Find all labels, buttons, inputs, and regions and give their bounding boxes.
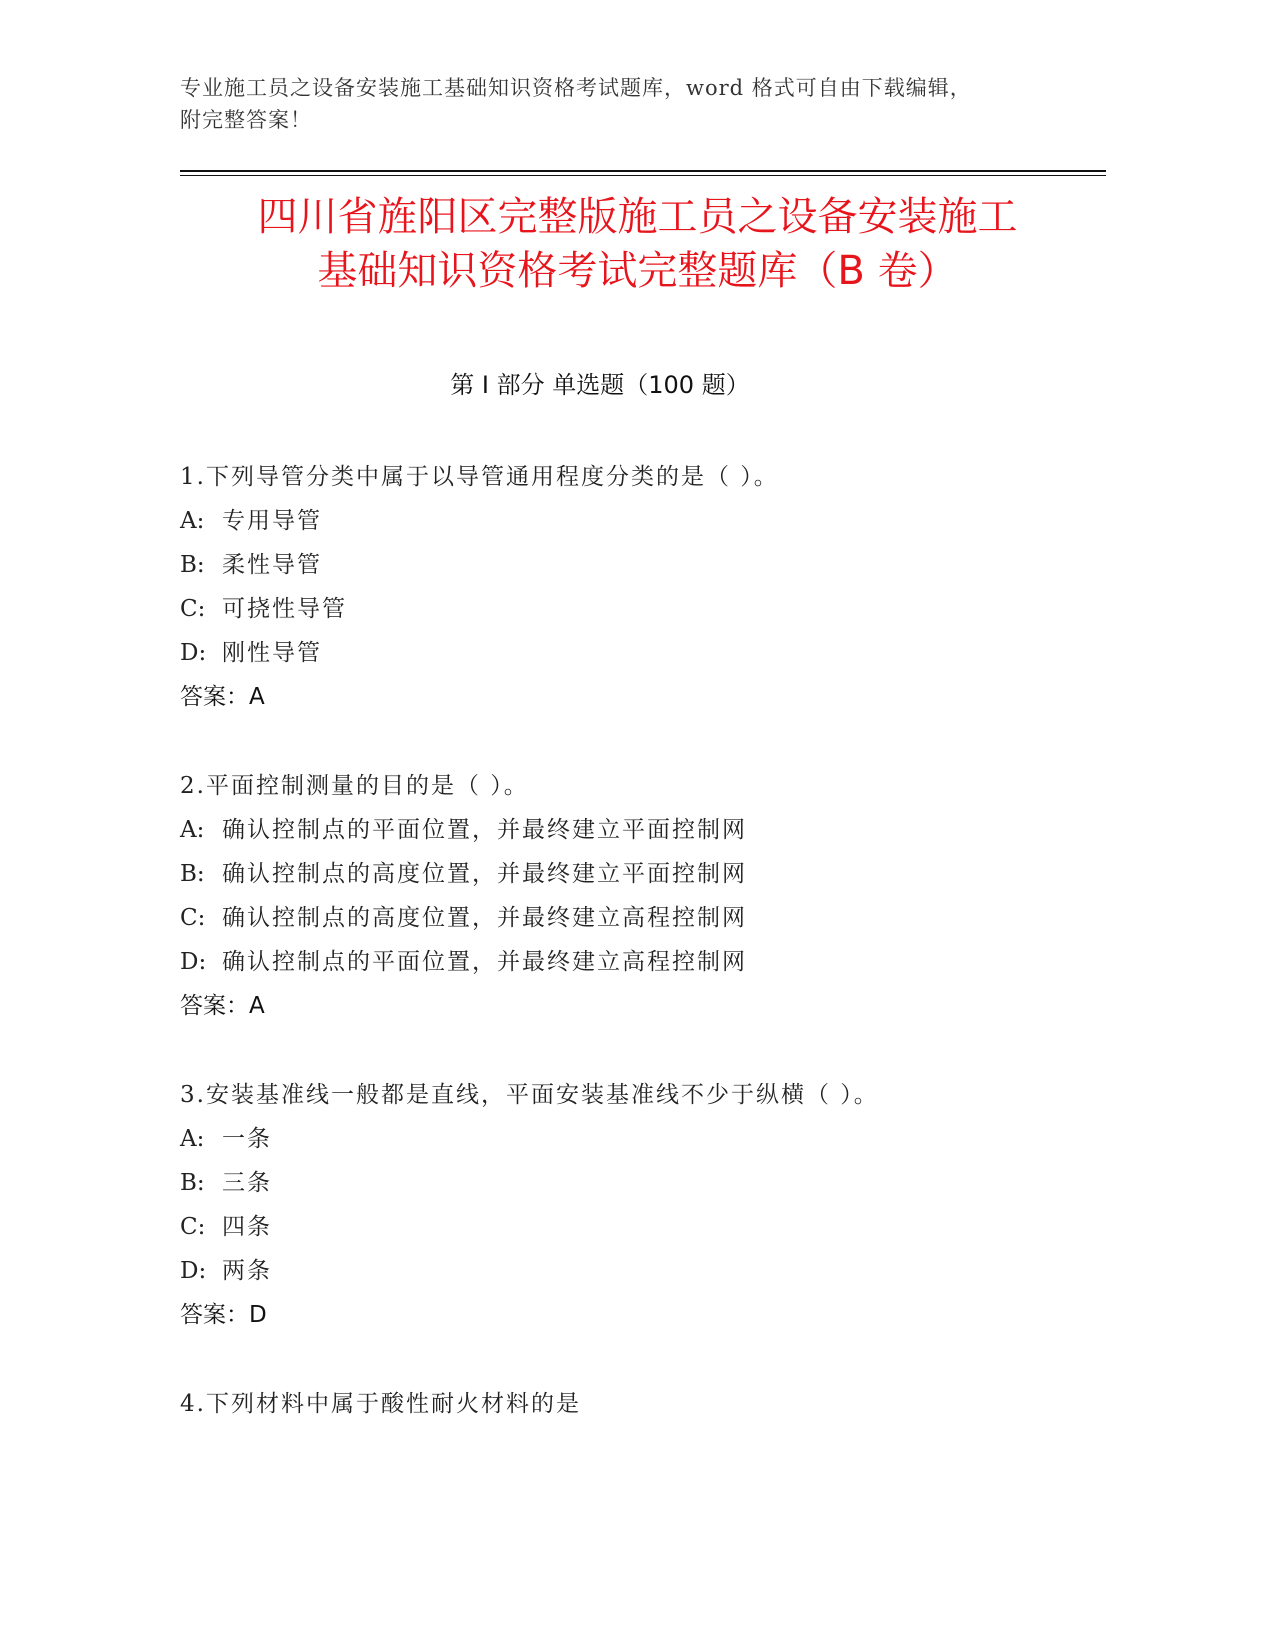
header-divider-thick: [180, 170, 1106, 172]
option-letter: D:: [180, 1258, 207, 1284]
option-letter: B:: [180, 552, 205, 578]
option-text: 两条: [222, 1258, 272, 1284]
option-letter: C:: [180, 905, 206, 931]
option-text: 刚性导管: [222, 640, 322, 666]
document-header-note: [180, 72, 1080, 136]
option-text: 确认控制点的高度位置，并最终建立平面控制网: [222, 861, 747, 887]
header-note-line-1: 专业施工员之设备安装施工基础知识资格考试题库，word 格式可自由下载编辑，: [180, 76, 972, 100]
option-text: 一条: [222, 1126, 272, 1152]
option-b: [180, 1161, 1100, 1205]
question-stem: 2.平面控制测量的目的是（ ）。: [180, 773, 529, 799]
option-text: 确认控制点的平面位置，并最终建立平面控制网: [222, 817, 747, 843]
option-letter: A:: [180, 508, 205, 534]
option-letter: A:: [180, 817, 205, 843]
section-heading: 第 I 部分 单选题（100 题）: [450, 371, 750, 399]
option-letter: B:: [180, 1170, 205, 1196]
option-a: [180, 499, 1100, 543]
answer-line: 答案：A: [180, 684, 265, 710]
option-b: [180, 852, 1100, 896]
option-text: 三条: [222, 1170, 272, 1196]
question-stem: 3.安装基准线一般都是直线，平面安装基准线不少于纵横（ ）。: [180, 1082, 879, 1108]
option-a: [180, 1117, 1100, 1161]
option-d: [180, 1249, 1100, 1293]
option-d: [180, 631, 1100, 675]
document-title-line-1: 四川省旌阳区完整版施工员之设备安装施工: [257, 194, 1018, 240]
document-title-line-2: 基础知识资格考试完整题库（B 卷）: [317, 248, 958, 294]
option-b: [180, 543, 1100, 587]
option-text: 确认控制点的高度位置，并最终建立高程控制网: [222, 905, 747, 931]
option-text: 确认控制点的平面位置，并最终建立高程控制网: [222, 949, 747, 975]
question-list: [180, 455, 1100, 1471]
option-letter: C:: [180, 1214, 206, 1240]
option-d: [180, 940, 1100, 984]
question-2: [180, 764, 1100, 1028]
option-letter: A:: [180, 1126, 205, 1152]
option-letter: D:: [180, 640, 207, 666]
question-stem: 1.下列导管分类中属于以导管通用程度分类的是（ ）。: [180, 464, 779, 490]
option-letter: D:: [180, 949, 207, 975]
question-3: [180, 1073, 1100, 1337]
question-1: [180, 455, 1100, 719]
option-c: [180, 1205, 1100, 1249]
document-title: [150, 190, 1125, 298]
option-text: 四条: [222, 1214, 272, 1240]
answer-line: 答案：D: [180, 1302, 267, 1328]
answer-line: 答案：A: [180, 993, 265, 1019]
option-letter: B:: [180, 861, 205, 887]
header-note-line-2: 附完整答案！: [180, 108, 312, 132]
option-c: [180, 896, 1100, 940]
option-a: [180, 808, 1100, 852]
option-c: [180, 587, 1100, 631]
option-letter: C:: [180, 596, 206, 622]
option-text: 专用导管: [222, 508, 322, 534]
question-4: [180, 1382, 1100, 1426]
option-text: 可挠性导管: [222, 596, 347, 622]
question-stem: 4.下列材料中属于酸性耐火材料的是: [180, 1391, 581, 1417]
header-divider-thin: [180, 175, 1106, 176]
option-text: 柔性导管: [222, 552, 322, 578]
